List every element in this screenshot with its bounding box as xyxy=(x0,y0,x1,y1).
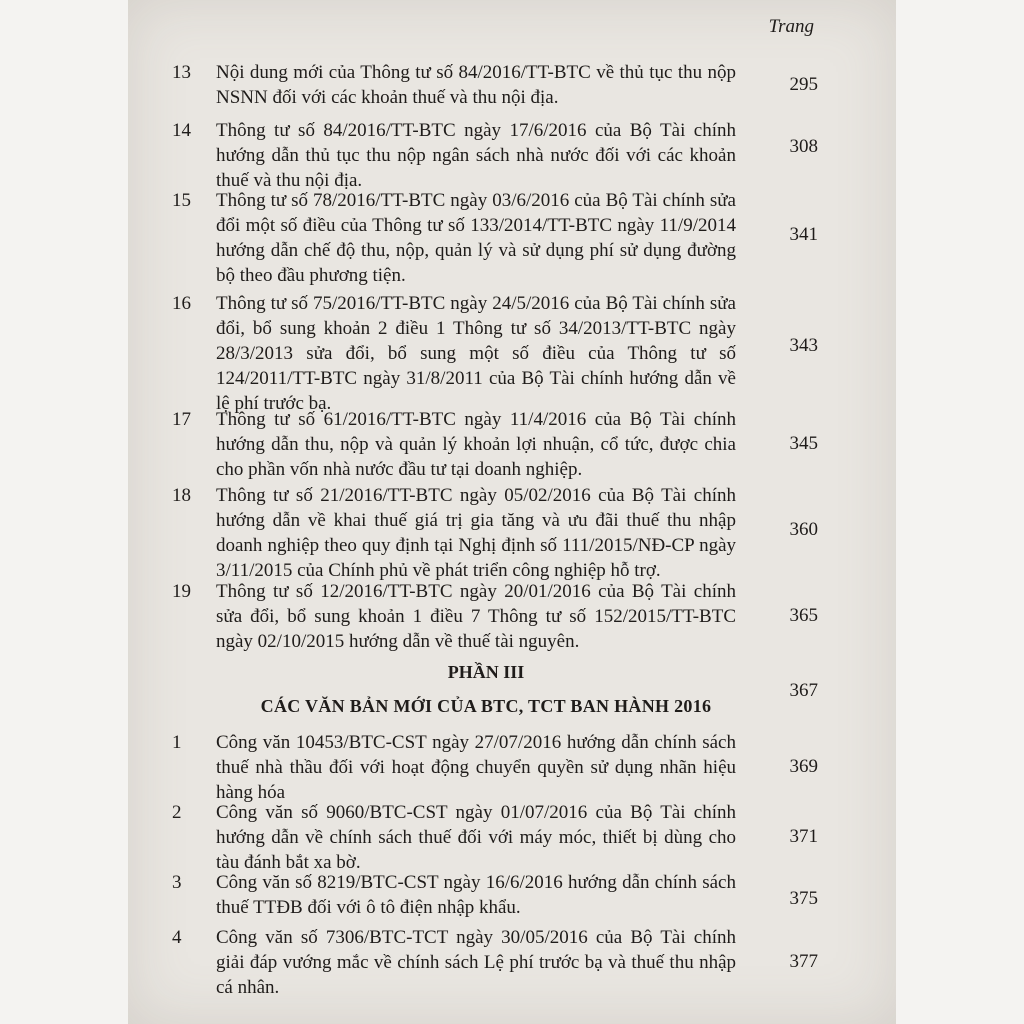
part-title: PHẦN III xyxy=(447,662,525,682)
entry-number: 14 xyxy=(172,120,191,141)
entry-text: Nội dung mới của Thông tư số 84/2016/TT-BTC về thủ tục thu nộp NSNN đối với các khoản thuế và thu nội địa. xyxy=(216,62,736,108)
entry-number: 15 xyxy=(172,190,191,211)
entry-number: 18 xyxy=(172,485,191,506)
entry-number: 19 xyxy=(172,581,191,602)
entry-number: 1 xyxy=(172,732,182,753)
entry-text: Công văn số 7306/BTC-TCT ngày 30/05/2016 của Bộ Tài chính giải đáp vướng mắc về chính sách Lệ phí trước bạ và thuế thu nhập cá nhân. xyxy=(216,927,736,998)
entry-text: Công văn 10453/BTC-CST ngày 27/07/2016 hướng dẫn chính sách thuế nhà thầu đối với hoạt động chuyển quyền sử dụng nhãn hiệu hàng hóa xyxy=(216,732,736,803)
entry-text: Công văn số 9060/BTC-CST ngày 01/07/2016 của Bộ Tài chính hướng dẫn về chính sách thuế đối với máy móc, thiết bị dùng cho tàu đánh bắt xa bờ. xyxy=(216,802,736,873)
entry-page: 343 xyxy=(789,335,818,356)
entry-number: 16 xyxy=(172,293,191,314)
part-page: 367 xyxy=(789,680,818,701)
entry-text: Thông tư số 61/2016/TT-BTC ngày 11/4/2016 của Bộ Tài chính hướng dẫn thu, nộp và quản lý khoản lợi nhuận, cổ tức, được chia cho phần vốn nhà nước đầu tư tại doanh nghiệp. xyxy=(216,409,736,480)
entry-text: Thông tư số 84/2016/TT-BTC ngày 17/6/2016 của Bộ Tài chính hướng dẫn thủ tục thu nộp ngân sách nhà nước đối với các khoản thuế và thu nội địa. xyxy=(216,120,736,191)
entry-text: Công văn số 8219/BTC-CST ngày 16/6/2016 hướng dẫn chính sách thuế TTĐB đối với ô tô điện nhập khẩu. xyxy=(216,872,736,918)
part-heading: CÁC VĂN BẢN MỚI CỦA BTC, TCT BAN HÀNH 2016 xyxy=(260,696,712,716)
entry-number: 17 xyxy=(172,409,191,430)
entry-text: Thông tư số 75/2016/TT-BTC ngày 24/5/2016 của Bộ Tài chính sửa đổi, bổ sung khoản 2 điều 1 Thông tư số 34/2013/TT-BTC ngày 28/3/2013 sửa đổi, bổ sung một số điều của Thông tư số 124/2011/TT-BTC ngày 31/8/2011 của Bộ Tài chính hướng dẫn về lệ phí trước bạ. xyxy=(216,293,736,414)
entry-page: 369 xyxy=(789,756,818,777)
entry-number: 2 xyxy=(172,802,182,823)
book-page xyxy=(128,0,896,1024)
entry-number: 3 xyxy=(172,872,182,893)
trang-label: Trang xyxy=(768,16,814,37)
entry-page: 341 xyxy=(789,224,818,245)
entry-text: Thông tư số 12/2016/TT-BTC ngày 20/01/2016 của Bộ Tài chính sửa đổi, bổ sung khoản 1 điều 7 Thông tư số 152/2015/TT-BTC ngày 02/10/2015 hướng dẫn về thuế tài nguyên. xyxy=(216,581,736,652)
entry-page: 345 xyxy=(789,433,818,454)
entry-page: 360 xyxy=(789,519,818,540)
entry-text: Thông tư số 78/2016/TT-BTC ngày 03/6/2016 của Bộ Tài chính sửa đổi một số điều của Thông tư số 133/2014/TT-BTC ngày 11/9/2014 hướng dẫn chế độ thu, nộp, quản lý và sử dụng phí sử dụng đường bộ theo đầu phương tiện. xyxy=(216,190,736,286)
entry-page: 308 xyxy=(789,136,818,157)
entry-number: 4 xyxy=(172,927,182,948)
entry-number: 13 xyxy=(172,62,191,83)
entry-text: Thông tư số 21/2016/TT-BTC ngày 05/02/2016 của Bộ Tài chính hướng dẫn về khai thuế giá trị gia tăng và ưu đãi thuế thu nhập doanh nghiệp theo quy định tại Nghị định số 111/2015/NĐ-CP ngày 3/11/2015 của Chính phủ về phát triển công nghiệp hỗ trợ. xyxy=(216,485,736,581)
entry-page: 371 xyxy=(789,826,818,847)
entry-page: 295 xyxy=(789,74,818,95)
entry-page: 365 xyxy=(789,605,818,626)
entry-page: 377 xyxy=(789,951,818,972)
entry-page: 375 xyxy=(789,888,818,909)
